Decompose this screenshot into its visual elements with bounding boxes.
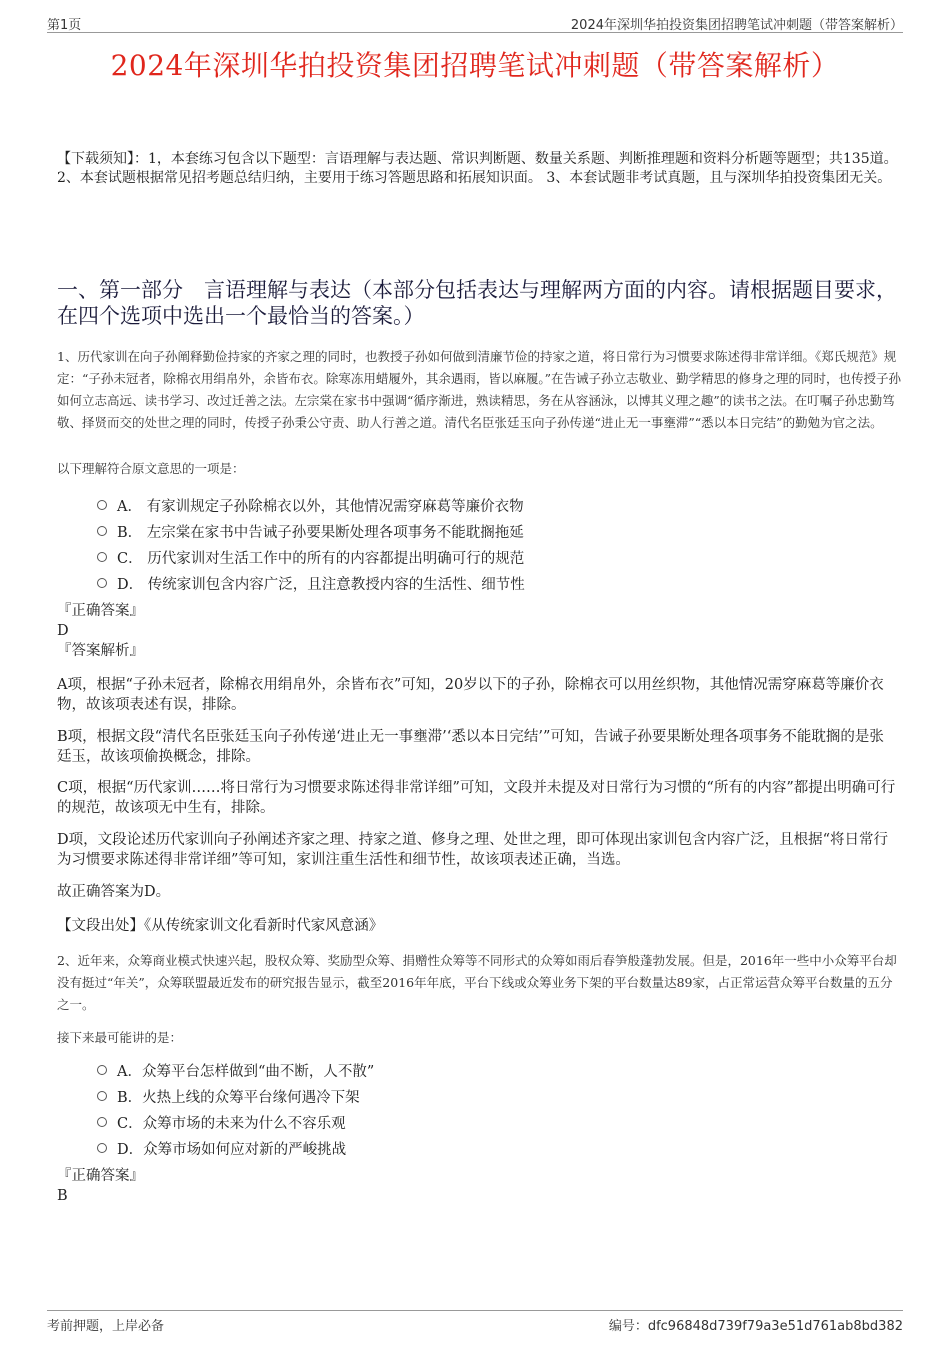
download-notice: 【下载须知】：1，本套练习包含以下题型：言语理解与表达题、常识判断题、数量关系题、判断推理题和资料分析题等题型；共135道。 2、本套试题根据常见招考题总结归纳，主要用于练习答题思路和拓展知识面。 3、本套试题非考试真题，且与深圳华拍投资集团无关。 [57, 151, 898, 186]
option-label: C．众筹市场的未来为什么不容乐观 [117, 1115, 346, 1132]
option-label: A． 有家训规定子孙除棉衣以外，其他情况需穿麻葛等廉价衣物 [117, 498, 524, 515]
radio-icon[interactable] [97, 1091, 107, 1101]
q1-option-c[interactable] [97, 544, 525, 570]
q1-option-d[interactable] [97, 570, 525, 596]
q2-option-c[interactable] [97, 1109, 374, 1135]
radio-icon[interactable] [97, 526, 107, 536]
q1-conclusion: 故正确答案为D。 [57, 884, 171, 900]
q1-analysis-b: B项，根据文段“清代名臣张廷玉向子孙传递‘进止无一事壅滞’‘悉以本日完结’”可知，告诫子孙要果断处理各项事务不能耽搁的是张廷玉，故该项偷换概念，排除。 [57, 729, 884, 765]
q1-passage: 1、历代家训在向子孙阐释勤俭持家的齐家之理的同时，也教授子孙如何做到清廉节俭的持家之道，将日常行为习惯要求陈述得非常详细。《郑氏规范》规定：“子孙未冠者，除棉衣用绢帛外，余皆布衣。除寒冻用蜡履外，其余遇雨，皆以麻履。”在告诫子孙立志敬业、勤学精思的修身之理的同时，也传授子孙如何立志高远、读书学习、改过迁善之法。左宗棠在家书中强调“循序渐进，熟读精思，务在从容涵泳，以博其义理之趣”的读书之法。在叮嘱子孙忠勤笃敬、择贤而交的处世之理的同时，传授子孙秉公守责、助人行善之道。清代名臣张廷玉向子孙传递“进止无一事壅滞”“悉以本日完结”的勤勉为官之法。 [57, 349, 902, 430]
page-title: 2024年深圳华拍投资集团招聘笔试冲刺题（带答案解析） [110, 49, 840, 82]
option-label: A．众筹平台怎样做到“曲不断，人不散” [117, 1063, 375, 1080]
q1-option-a[interactable] [97, 492, 525, 518]
page-footer [47, 1310, 903, 1333]
option-label: D．众筹市场如何应对新的严峻挑战 [117, 1141, 347, 1158]
q1-source: 【文段出处】《从传统家训文化看新时代家风意涵》 [57, 918, 384, 934]
q2-option-a[interactable] [97, 1057, 374, 1083]
header-doc-title: 2024年深圳华拍投资集团招聘笔试冲刺题（带答案解析） [570, 18, 903, 33]
q1-answer-label: 『正确答案』 [57, 603, 144, 619]
q2-option-b[interactable] [97, 1083, 374, 1109]
page-header [47, 12, 903, 33]
q1-prompt: 以下理解符合原文意思的一项是： [57, 461, 245, 476]
radio-icon[interactable] [97, 552, 107, 562]
radio-icon[interactable] [97, 500, 107, 510]
q1-analysis-label: 『答案解析』 [57, 643, 144, 659]
q2-passage: 2、近年来，众筹商业模式快速兴起，股权众筹、奖励型众筹、捐赠性众筹等不同形式的众筹如雨后春笋般蓬勃发展。但是，2016年一些中小众筹平台却没有挺过“年关”，众筹联盟最近发布的研究报告显示，截至2016年年底，平台下线或众筹业务下架的平台数量达89家，占正常运营众筹平台数量的五分之一。 [57, 953, 897, 1012]
q2-prompt: 接下来最可能讲的是： [57, 1030, 183, 1045]
page-number: 第1页 [47, 18, 82, 33]
q2-options [97, 1057, 374, 1161]
q2-answer: B [57, 1188, 68, 1204]
section-title: 一、第一部分 言语理解与表达（本部分包括表达与理解两方面的内容。请根据题目要求，在四个选项中选出一个最恰当的答案。） [57, 278, 897, 328]
footer-doc-id: 编号：dfc96848d739f79a3e51d761ab8bd382 [608, 1319, 903, 1334]
option-label: D． 传统家训包含内容广泛，且注意教授内容的生活性、细节性 [117, 576, 525, 593]
q2-option-d[interactable] [97, 1135, 374, 1161]
q1-answer: D [57, 623, 69, 639]
radio-icon[interactable] [97, 1143, 107, 1153]
radio-icon[interactable] [97, 578, 107, 588]
option-label: B．火热上线的众筹平台缘何遇冷下架 [117, 1089, 360, 1106]
option-label: C． 历代家训对生活工作中的所有的内容都提出明确可行的规范 [117, 550, 525, 567]
radio-icon[interactable] [97, 1065, 107, 1075]
q1-analysis-d: D项，文段论述历代家训向子孙阐述齐家之理、持家之道、修身之理、处世之理，即可体现出家训包含内容广泛，且根据“将日常行为习惯要求陈述得非常详细”等可知，家训注重生活性和细节性，故该项表述正确，当选。 [57, 832, 889, 868]
q1-options [97, 492, 525, 596]
radio-icon[interactable] [97, 1117, 107, 1127]
q2-answer-label: 『正确答案』 [57, 1168, 144, 1184]
q1-analysis-c: C项，根据“历代家训……将日常行为习惯要求陈述得非常详细”可知，文段并未提及对日常行为习惯的“所有的内容”都提出明确可行的规范，故该项无中生有，排除。 [57, 780, 896, 816]
q1-option-b[interactable] [97, 518, 525, 544]
q1-analysis-a: A项，根据“子孙未冠者，除棉衣用绢帛外，余皆布衣”可知，20岁以下的子孙，除棉衣可以用丝织物，其他情况需穿麻葛等廉价衣物，故该项表述有误，排除。 [57, 677, 884, 713]
option-label: B． 左宗棠在家书中告诫子孙要果断处理各项事务不能耽搁拖延 [117, 524, 524, 541]
footer-slogan: 考前押题，上岸必备 [47, 1319, 165, 1334]
